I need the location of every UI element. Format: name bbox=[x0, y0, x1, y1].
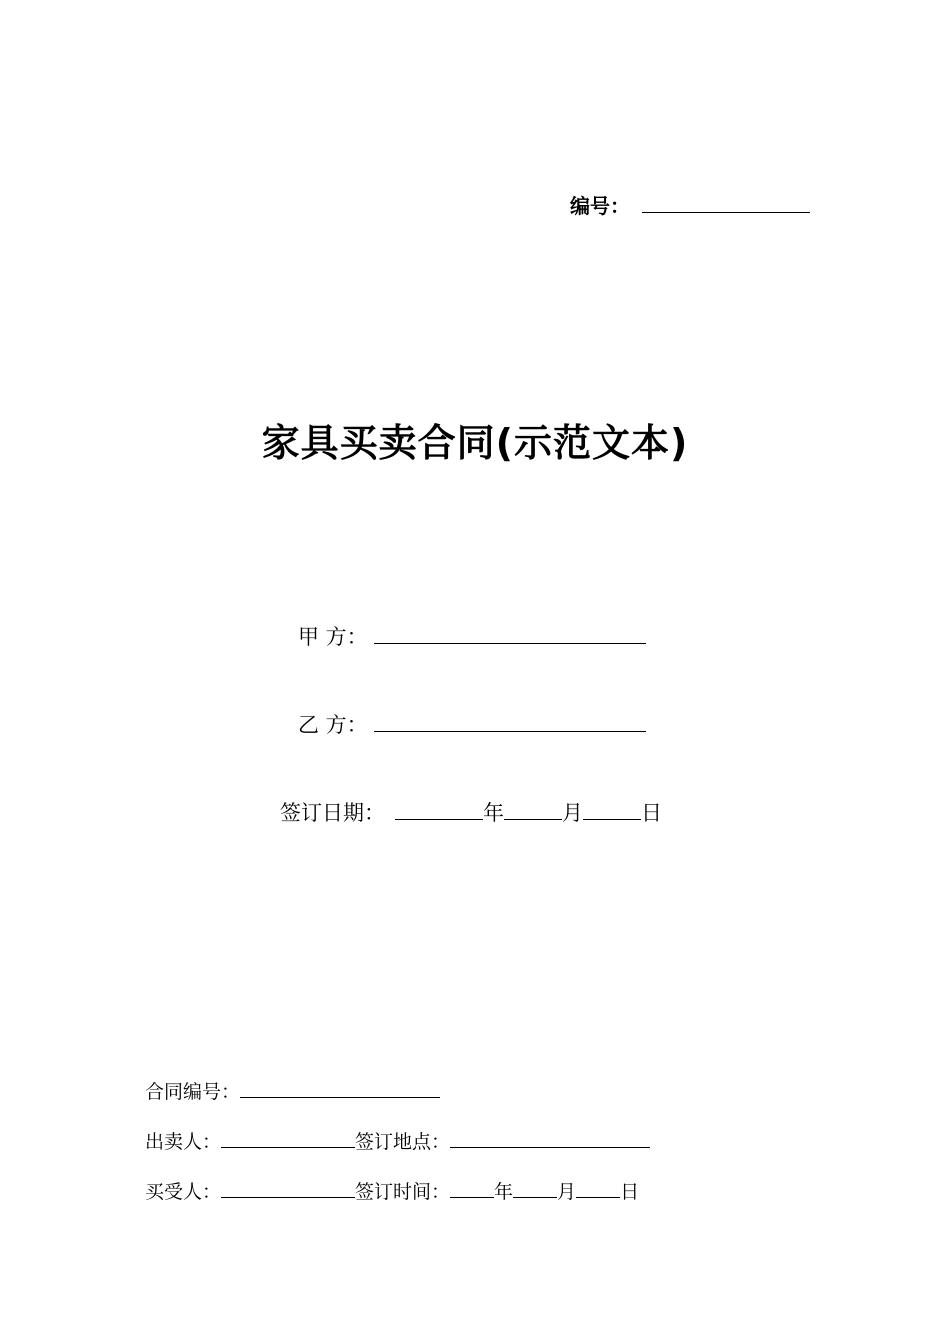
party-a-blank[interactable] bbox=[374, 642, 646, 644]
party-b-blank[interactable] bbox=[374, 730, 646, 732]
buyer-blank[interactable] bbox=[221, 1196, 355, 1198]
sign-time-day-label: 日 bbox=[620, 1181, 640, 1203]
sign-place-blank[interactable] bbox=[450, 1146, 650, 1148]
sign-time-month-blank[interactable] bbox=[513, 1196, 557, 1198]
contract-number-label: 合同编号： bbox=[145, 1081, 241, 1103]
sign-place-label: 签订地点： bbox=[355, 1131, 451, 1153]
signing-day-blank[interactable] bbox=[583, 818, 641, 820]
sign-time-year-blank[interactable] bbox=[450, 1196, 494, 1198]
party-a-label: 甲 方： bbox=[298, 625, 368, 649]
sign-time-label: 签订时间： bbox=[355, 1181, 451, 1203]
signing-day-label: 日 bbox=[641, 801, 662, 825]
contract-number-blank[interactable] bbox=[240, 1096, 440, 1098]
document-title: 家具买卖合同(示范文本) bbox=[261, 421, 689, 465]
party-a-field bbox=[298, 621, 646, 651]
contract-number-row bbox=[145, 1077, 440, 1104]
sign-time-year-label: 年 bbox=[494, 1181, 514, 1203]
party-b-label: 乙 方： bbox=[298, 713, 368, 737]
signing-year-label: 年 bbox=[483, 801, 504, 825]
buyer-row bbox=[145, 1177, 639, 1204]
party-b-field bbox=[298, 709, 646, 739]
seller-label: 出卖人： bbox=[145, 1131, 222, 1153]
seller-blank[interactable] bbox=[221, 1146, 355, 1148]
signing-month-label: 月 bbox=[562, 801, 583, 825]
signing-month-blank[interactable] bbox=[504, 818, 562, 820]
signing-year-blank[interactable] bbox=[395, 818, 483, 820]
signing-date-label: 签订日期： bbox=[280, 801, 385, 825]
sign-time-day-blank[interactable] bbox=[576, 1196, 620, 1198]
document-number-label: 编号： bbox=[570, 194, 630, 218]
seller-row bbox=[145, 1127, 650, 1154]
document-number-blank[interactable] bbox=[642, 211, 810, 213]
document-number-field bbox=[570, 190, 810, 219]
signing-date-field bbox=[280, 797, 662, 827]
buyer-label: 买受人： bbox=[145, 1181, 222, 1203]
sign-time-month-label: 月 bbox=[557, 1181, 577, 1203]
